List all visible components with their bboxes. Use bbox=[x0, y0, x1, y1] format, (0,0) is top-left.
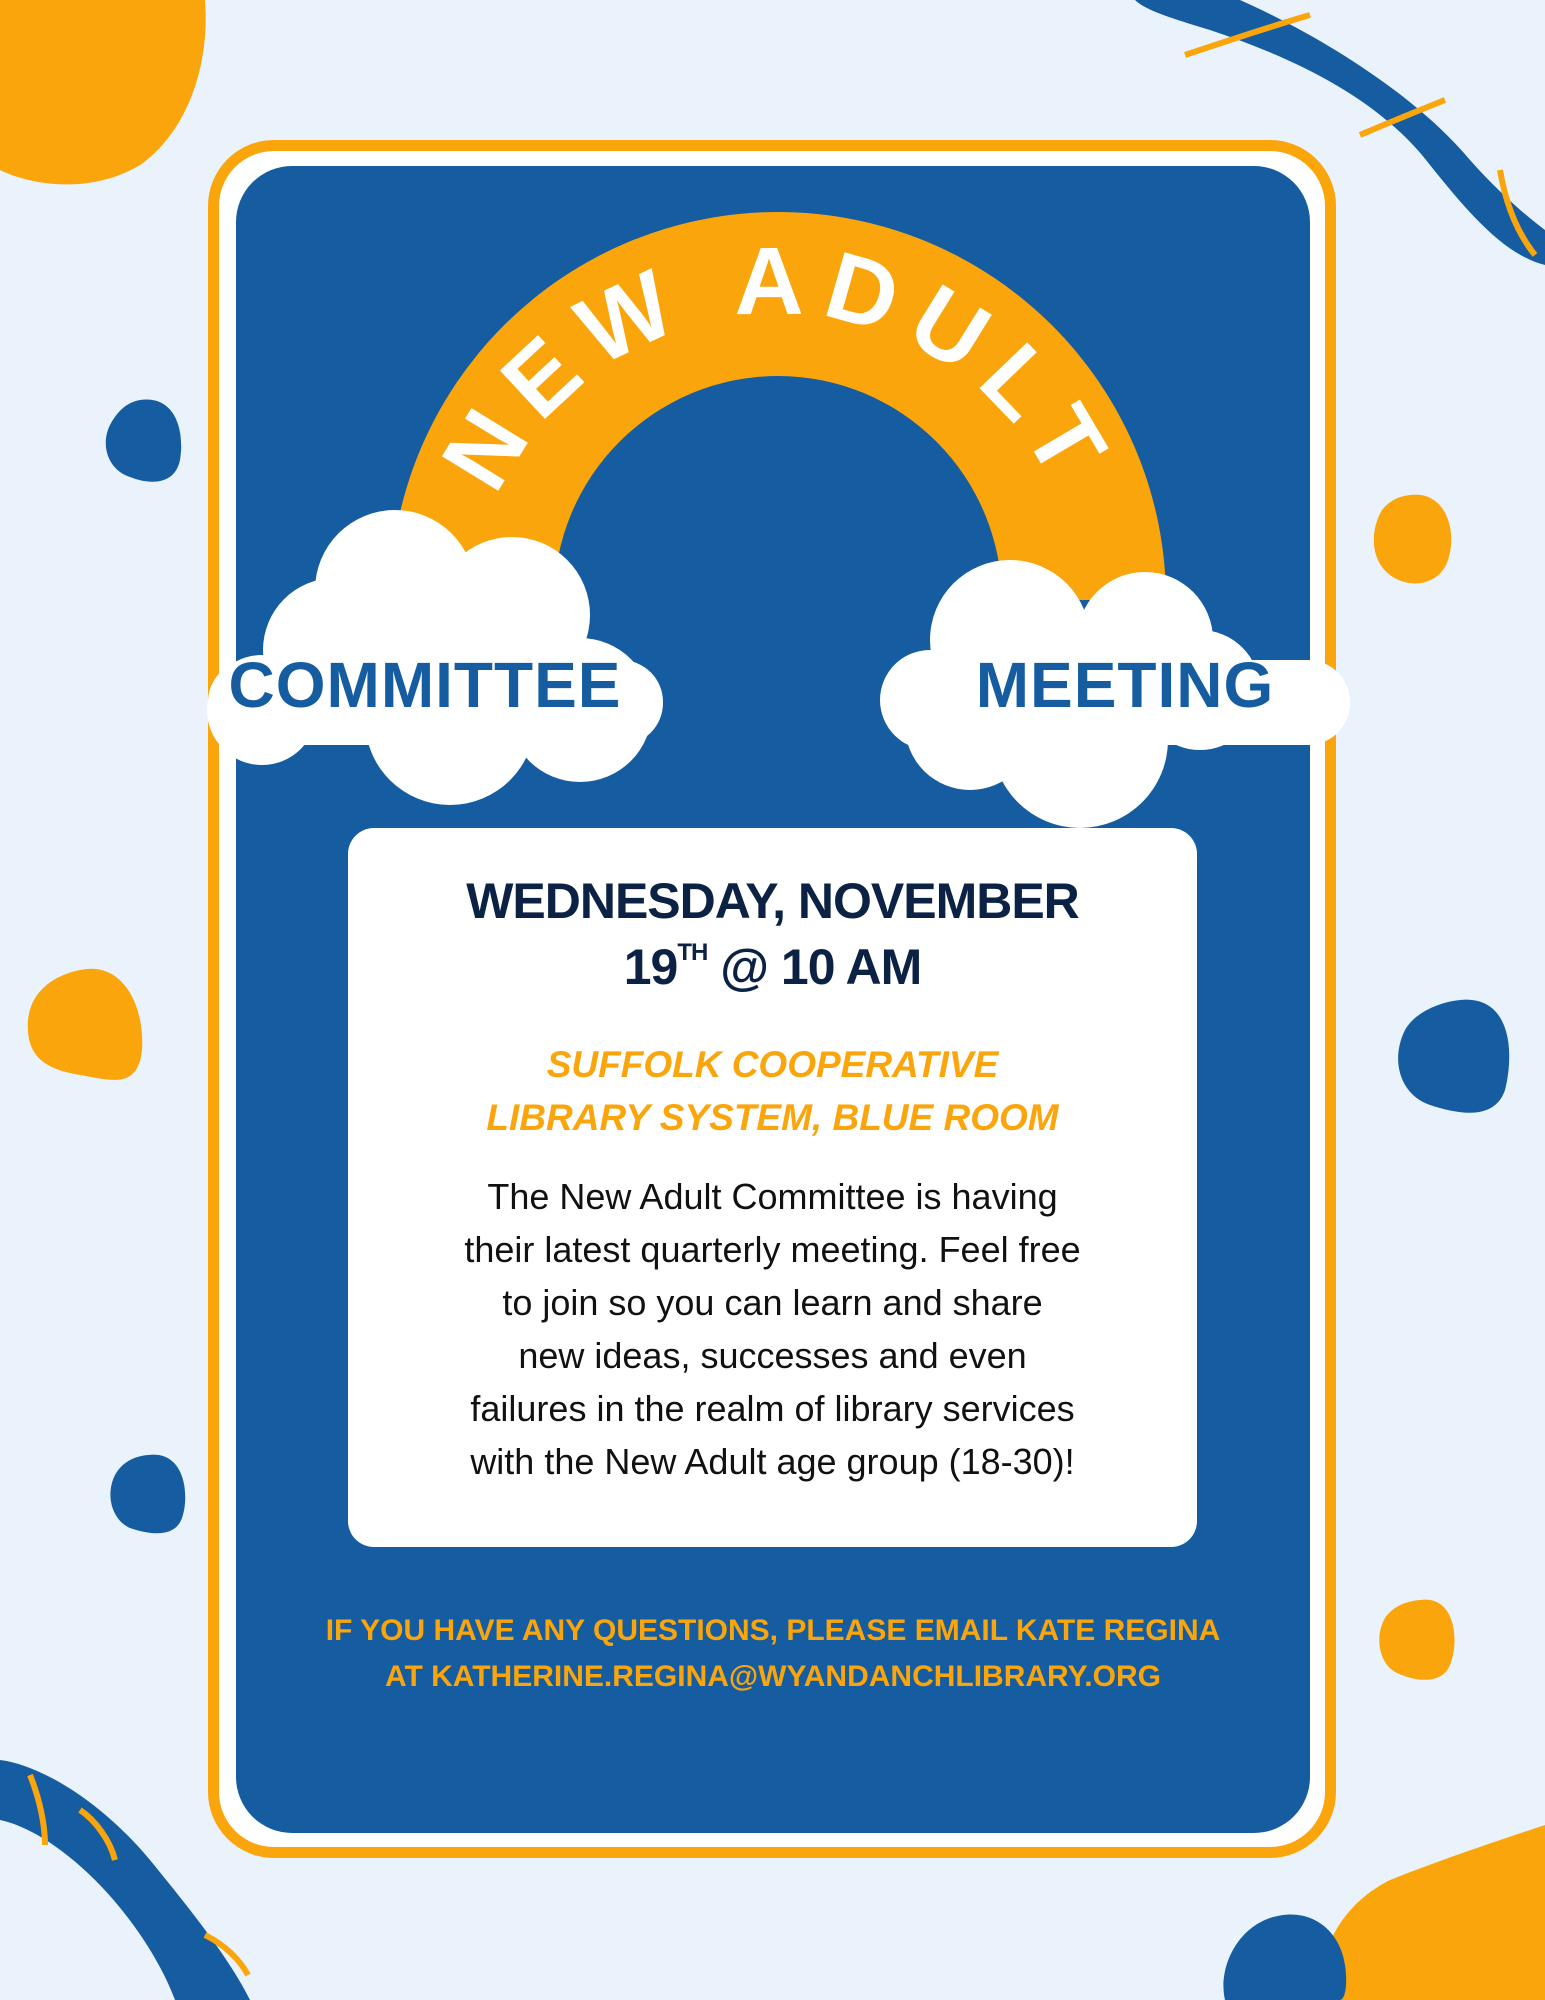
event-time: @ 10 AM bbox=[720, 939, 922, 995]
event-location-line1: SUFFOLK COOPERATIVE bbox=[546, 1044, 999, 1085]
description-line: to join so you can learn and share bbox=[502, 1282, 1043, 1323]
contact-line1: IF YOU HAVE ANY QUESTIONS, PLEASE EMAIL KATE REGINA bbox=[325, 1614, 1221, 1647]
contact-email-line[interactable]: AT KATHERINE.REGINA@WYANDANCHLIBRARY.ORG bbox=[385, 1660, 1161, 1693]
description-line: The New Adult Committee is having bbox=[487, 1176, 1058, 1217]
event-date-line2 bbox=[348, 934, 1197, 1000]
event-location-line2: LIBRARY SYSTEM, BLUE ROOM bbox=[486, 1097, 1059, 1138]
arc-title-text: NEW ADULT bbox=[421, 227, 1135, 508]
event-location bbox=[348, 1038, 1197, 1144]
event-description bbox=[373, 1170, 1173, 1488]
description-line: their latest quarterly meeting. Feel free bbox=[464, 1229, 1081, 1270]
description-line: failures in the realm of library services bbox=[470, 1388, 1075, 1429]
event-date-line1: WEDNESDAY, NOVEMBER bbox=[466, 873, 1079, 929]
cloud-label-committee: COMMITTEE bbox=[228, 649, 622, 721]
description-line: with the New Adult age group (18-30)! bbox=[470, 1441, 1075, 1482]
cloud-label-meeting: MEETING bbox=[975, 649, 1275, 721]
contact-info bbox=[236, 1608, 1310, 1700]
event-day: 19 bbox=[623, 939, 678, 995]
event-info-card bbox=[348, 828, 1197, 1547]
description-line: new ideas, successes and even bbox=[518, 1335, 1027, 1376]
event-day-suffix: TH bbox=[677, 939, 708, 966]
